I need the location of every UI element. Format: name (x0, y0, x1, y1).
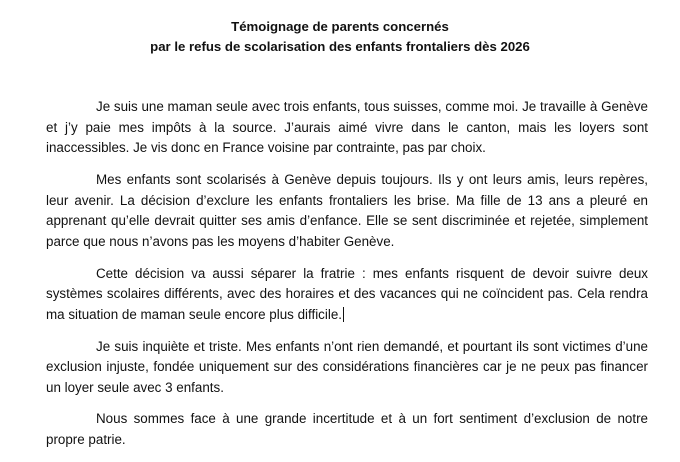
document-body[interactable] (46, 97, 648, 462)
text-cursor (343, 307, 344, 322)
paragraph-3-text: Cette décision va aussi séparer la fratrie : mes enfants risquent de devoir suivre deux systèmes scolaires différents, avec des horaires et des vacances qui ne coïncident pas. Cela rendra ma situation de maman seule encore plus difficile. (46, 265, 648, 322)
document-title (0, 17, 680, 57)
paragraph-1-text: Je suis une maman seule avec trois enfants, tous suisses, comme moi. Je travaille à Genève et j’y paie mes impôts à la source. J’aurais aimé vivre dans le canton, mais les loyers sont inaccessibles. Je vis donc en France voisine par contrainte, pas par choix. (46, 99, 648, 156)
paragraph-4 (46, 337, 648, 399)
paragraph-5-text: Nous sommes face à une grande incertitude et à un fort sentiment d’exclusion de notre propre patrie. (46, 411, 648, 448)
paragraph-1 (46, 97, 648, 159)
paragraph-2 (46, 170, 648, 252)
paragraph-4-text: Je suis inquiète et triste. Mes enfants n’ont rien demandé, et pourtant ils sont victimes d’une exclusion injuste, fondée uniquement sur des considérations financières car je ne peux pas financer un loyer seule avec 3 enfants. (46, 338, 648, 395)
paragraph-2-text: Mes enfants sont scolarisés à Genève depuis toujours. Ils y ont leurs amis, leurs repères, leur avenir. La décision d’exclure les enfants frontaliers les brise. Ma fille de 13 ans a pleuré en apprenant qu’elle devrait quitter ses amis d’enfance. Elle se sent discriminée et rejetée, simplement parce que nous n’avons pas les moyens d’habiter Genève. (46, 171, 648, 249)
paragraph-3 (46, 264, 648, 326)
paragraph-5 (46, 409, 648, 450)
title-line-2: par le refus de scolarisation des enfants frontaliers dès 2026 (150, 39, 530, 54)
title-line-1: Témoignage de parents concernés (231, 19, 449, 34)
